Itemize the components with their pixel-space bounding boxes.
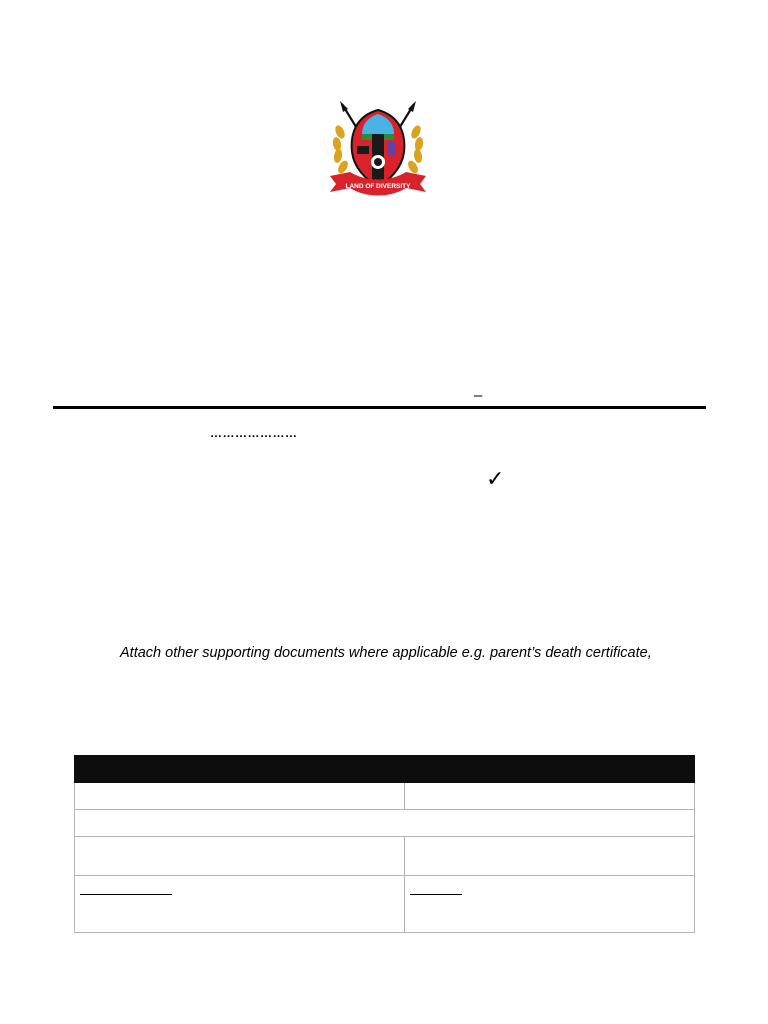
table-cell[interactable]: [405, 837, 695, 876]
dash-mark: –: [474, 387, 483, 404]
supporting-documents-note: Attach other supporting documents where applicable e.g. parent’s death certificate,: [120, 645, 652, 661]
dotted-blank: …………………: [210, 426, 298, 440]
table-row: [75, 837, 695, 876]
signature-line: [80, 894, 172, 895]
form-table: [74, 755, 695, 933]
check-mark-icon: ✓: [486, 467, 505, 492]
table-header-cell: [75, 756, 695, 783]
table-cell[interactable]: [75, 837, 405, 876]
table-cell[interactable]: [405, 783, 695, 810]
table-cell[interactable]: [75, 810, 695, 837]
signature-cell[interactable]: [75, 876, 405, 933]
date-cell[interactable]: [405, 876, 695, 933]
table-row: [75, 810, 695, 837]
table-row: [75, 783, 695, 810]
table-header-row: [75, 756, 695, 783]
section-divider: [53, 406, 706, 409]
table-row: [75, 876, 695, 933]
coat-of-arms-logo: [326, 100, 430, 200]
logo-motto-text: LAND OF DIVERSITY: [345, 183, 411, 190]
coat-of-arms-icon: [326, 100, 430, 200]
date-line: [410, 894, 462, 895]
table-cell[interactable]: [75, 783, 405, 810]
